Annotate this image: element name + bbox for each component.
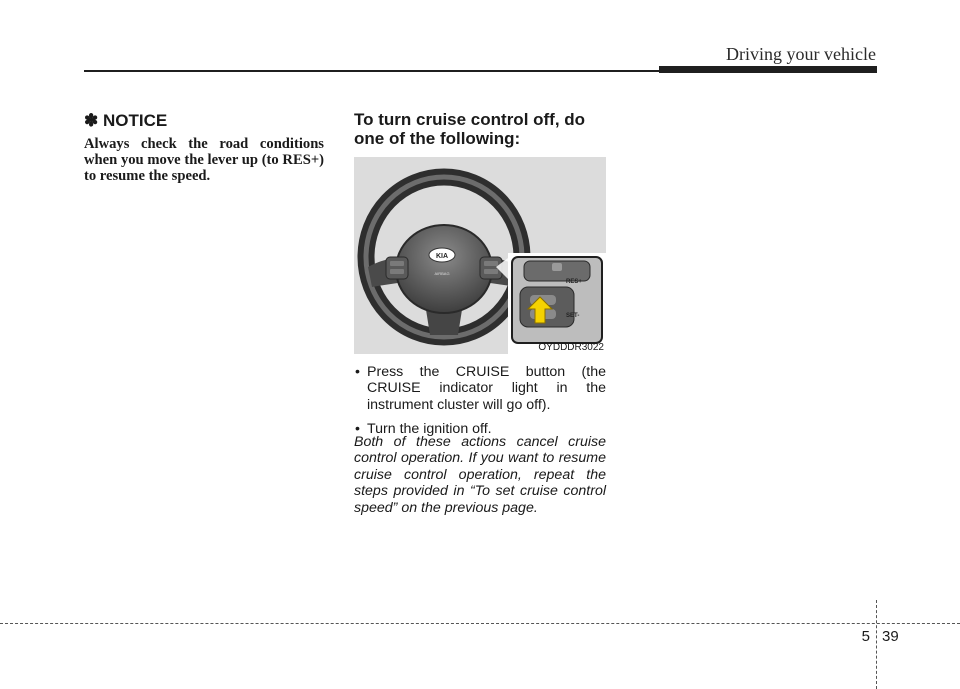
chapter-number: 5	[861, 628, 870, 645]
list-item	[354, 364, 606, 413]
bullet-text: Press the CRUISE button (the CRUISE indicator light in the instrument cluster will go off).	[367, 364, 606, 413]
bullet-dot: •	[355, 420, 360, 437]
bullet-text: Turn the ignition off.	[367, 420, 492, 437]
notice-body: Always check the road conditions when you move the lever up (to RES+) to resume the speed.	[84, 136, 324, 185]
italic-note: Both of these actions cancel cruise control operation. If you want to resume cruise control operation, repeat the steps provided in “To set cruise control speed” on the previous page.	[354, 434, 606, 516]
steering-wheel-figure	[354, 157, 606, 354]
set-label: SET-	[566, 313, 580, 319]
kia-logo-text: KIA	[435, 253, 449, 260]
header-rule-thick	[659, 66, 877, 73]
notice-heading	[84, 111, 167, 131]
footer-rule	[0, 623, 960, 624]
page-number: 39	[882, 628, 899, 645]
header-rule	[84, 70, 660, 72]
bullet-list	[354, 364, 606, 445]
section-title: Driving your vehicle	[726, 44, 876, 64]
footer-divider	[876, 600, 877, 689]
wheel-hub	[396, 225, 492, 313]
res-label: RES+	[566, 279, 582, 285]
notice-heading-text: NOTICE	[102, 111, 168, 130]
notice-symbol: ✽	[84, 111, 99, 130]
figure-code: OYDDDR3022	[538, 342, 604, 353]
cruise-off-heading: To turn cruise control off, do one of the following:	[354, 110, 586, 148]
airbag-label: AIRBAG	[434, 271, 450, 276]
bullet-dot: •	[355, 364, 360, 380]
steering-wheel-illustration	[354, 157, 606, 354]
